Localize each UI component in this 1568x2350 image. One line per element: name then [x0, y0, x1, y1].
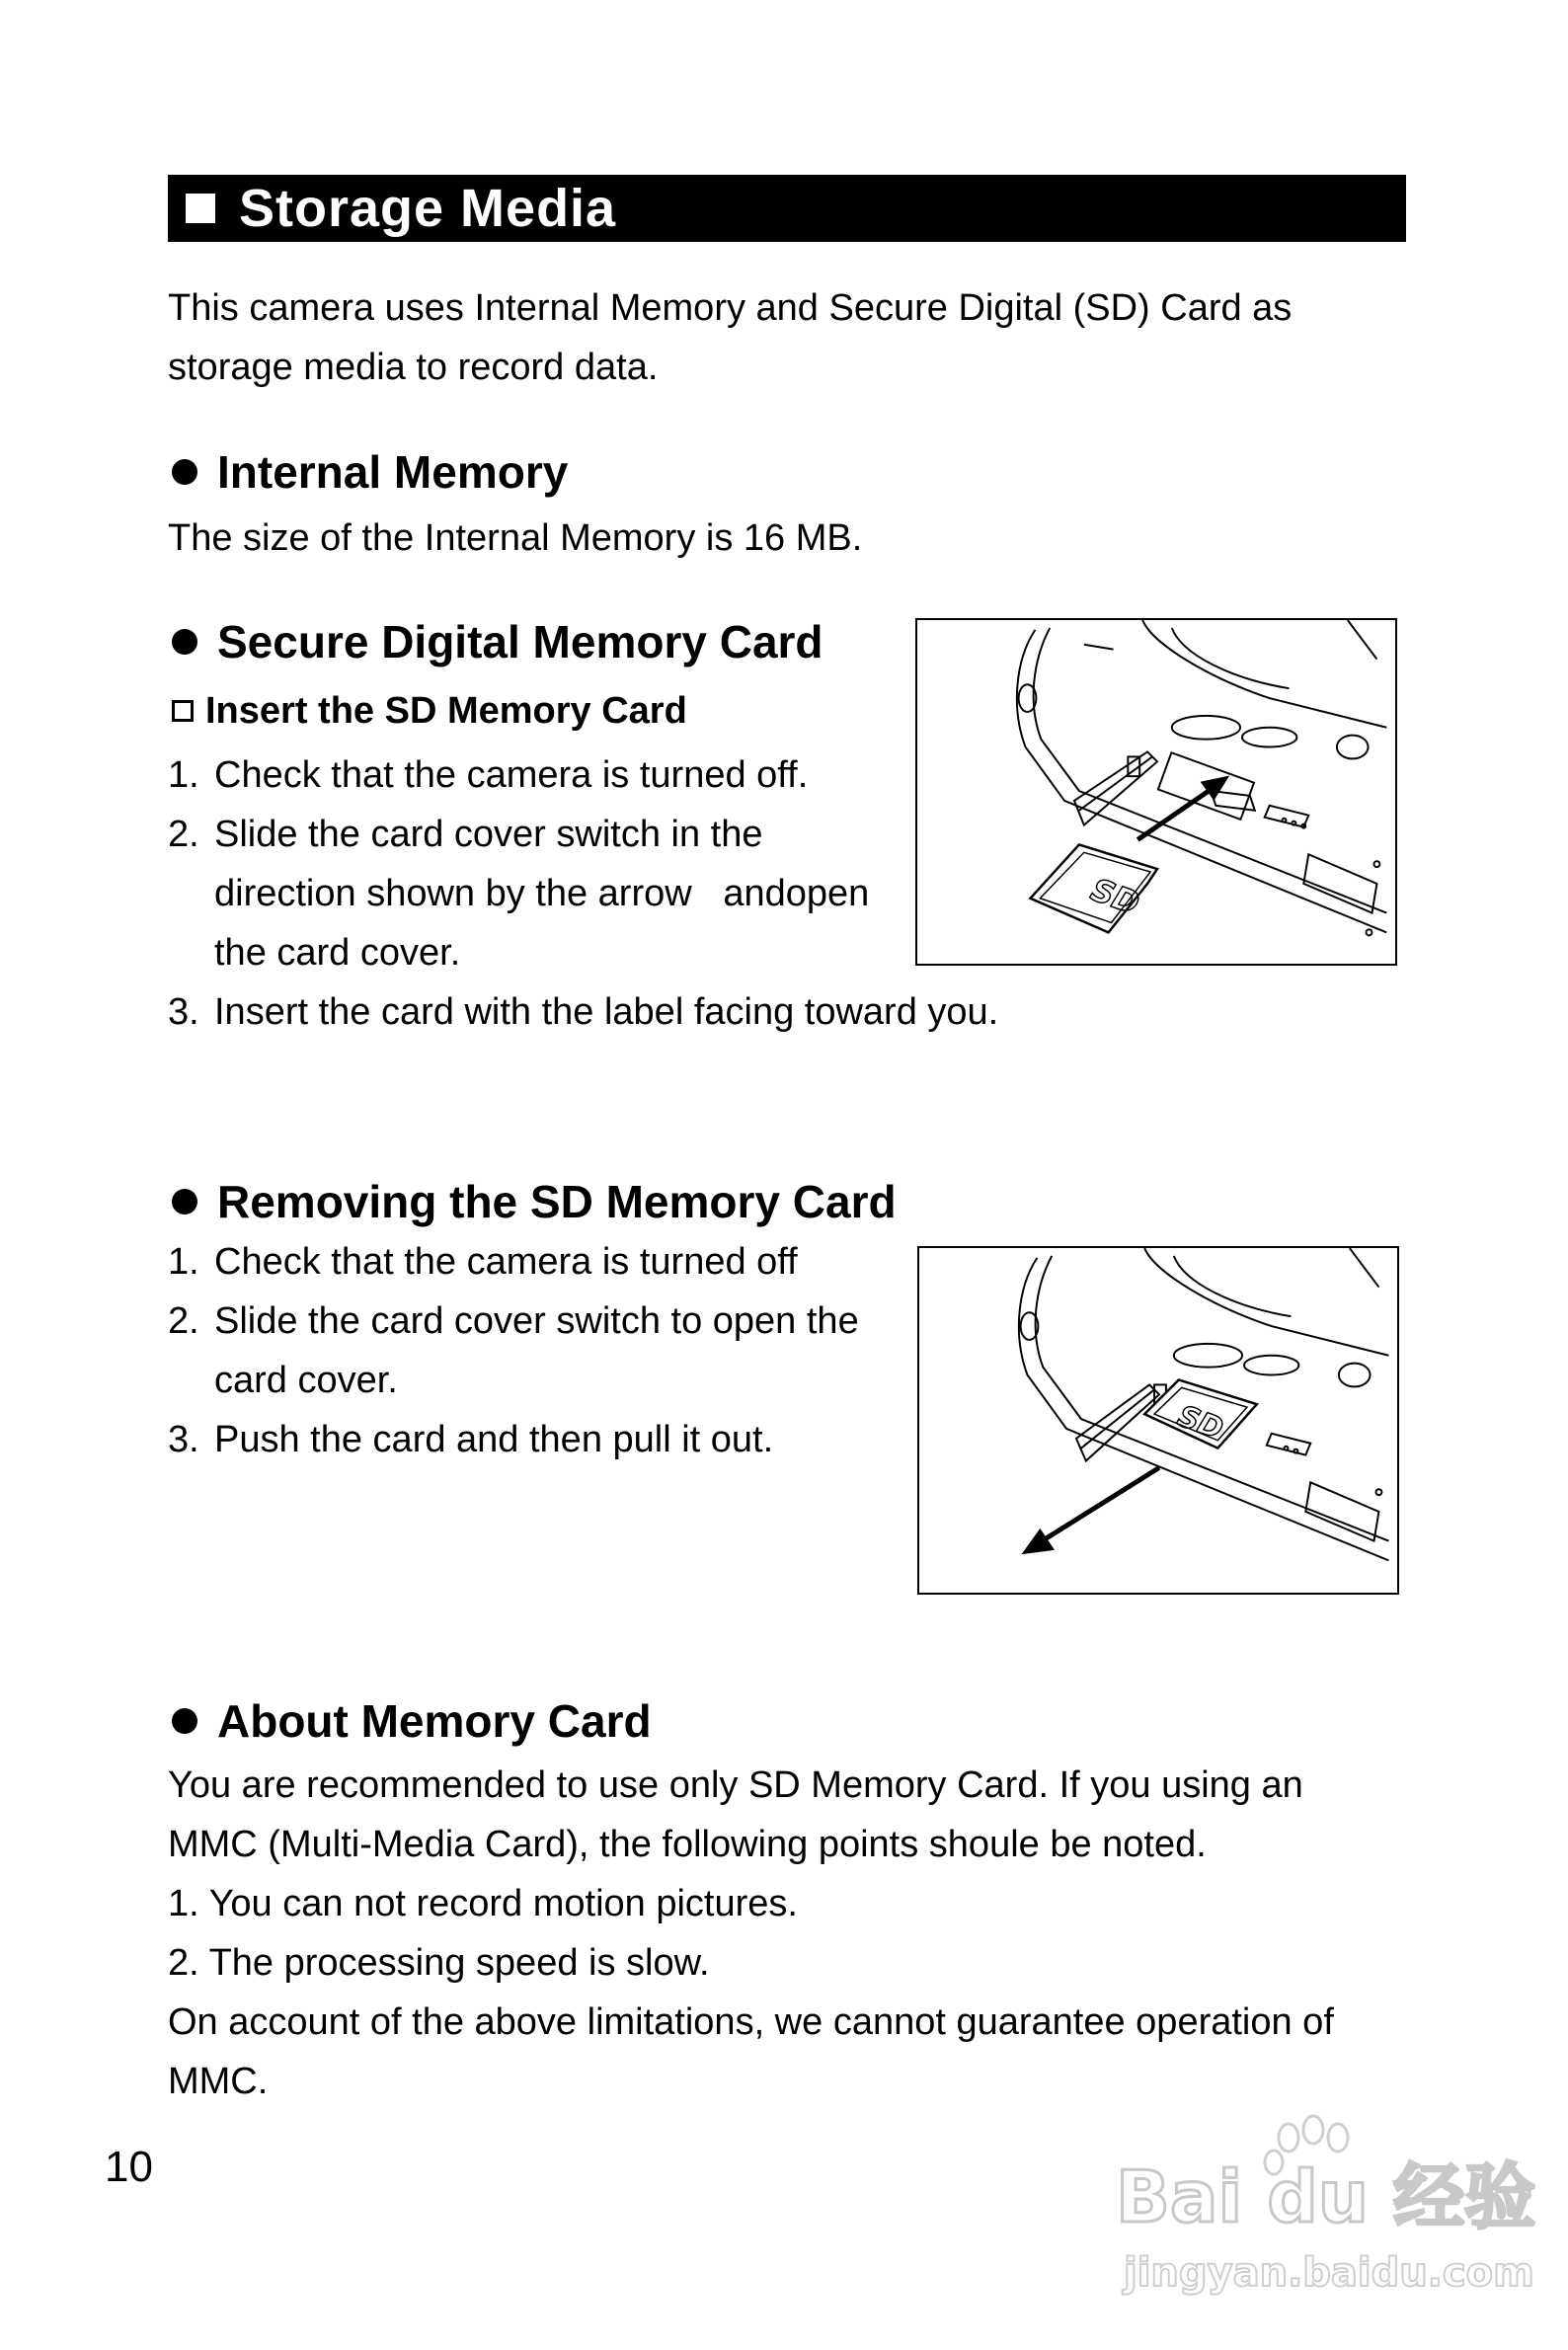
insert-step-3: [168, 982, 998, 1042]
step-text: Push the card and then pull it out.: [214, 1419, 774, 1460]
insert-step-2-line-2: direction shown by the arrow andopen: [214, 873, 870, 914]
remove-step-3: [168, 1410, 773, 1469]
step-text: Slide the card cover switch to open the: [214, 1300, 859, 1342]
baidu-paw-logo-icon: [1116, 2108, 1536, 2306]
step-number: 3.: [168, 991, 199, 1033]
about-line-3: 1. You can not record motion pictures.: [168, 1883, 798, 1924]
step-number: 3.: [168, 1419, 199, 1460]
remove-step-1: [168, 1232, 798, 1292]
about-line-4: 2. The processing speed is slow.: [168, 1942, 710, 1984]
step-text: Insert the card with the label facing toward you.: [214, 991, 999, 1033]
sd-card-label: SD: [1173, 1397, 1228, 1447]
bullet-icon: [172, 1708, 197, 1734]
heading-sd-card-text: Secure Digital Memory Card: [217, 616, 823, 667]
step-number: 1.: [168, 754, 199, 796]
remove-step-2-line-2: card cover.: [214, 1360, 398, 1401]
bullet-icon: [172, 1189, 197, 1214]
step-text: Slide the card cover switch in the: [214, 814, 763, 855]
heading-about-memory-card-text: About Memory Card: [217, 1695, 652, 1747]
camera-remove-illustration: [919, 1248, 1397, 1593]
step-number: 1.: [168, 1241, 199, 1283]
figure-remove-sd-card: [917, 1246, 1399, 1595]
subheading-insert-sd-text: Insert the SD Memory Card: [205, 690, 687, 732]
watermark-url: jingyan.baidu.com: [1124, 2250, 1534, 2296]
step-number: 2.: [168, 814, 199, 855]
about-line-1: You are recommended to use only SD Memory Card. If you using an: [168, 1764, 1303, 1806]
intro-line-1: This camera uses Internal Memory and Secure Digital (SD) Card as: [168, 287, 1293, 329]
watermark-brand: Bai du 经验: [1116, 2155, 1536, 2238]
insert-step-1: [168, 745, 808, 805]
square-bullet-icon: [186, 194, 215, 223]
internal-memory-text: The size of the Internal Memory is 16 MB.: [168, 517, 863, 559]
bullet-icon: [172, 629, 197, 655]
step-text: Check that the camera is turned off.: [214, 754, 809, 796]
heading-removing-sd-text: Removing the SD Memory Card: [217, 1176, 897, 1227]
heading-about-memory-card: [168, 1691, 652, 1751]
heading-sd-card: [168, 612, 823, 671]
checkbox-square-icon: [172, 700, 194, 722]
remove-step-2: [168, 1292, 859, 1351]
section-title: Storage Media: [239, 179, 617, 238]
insert-step-2: [168, 805, 763, 864]
heading-internal-memory: [168, 442, 568, 502]
baidu-watermark: [1116, 2108, 1536, 2306]
bullet-icon: [172, 459, 197, 485]
about-line-2: MMC (Multi-Media Card), the following points shoule be noted.: [168, 1824, 1207, 1865]
page-number: 10: [105, 2143, 153, 2191]
intro-line-2: storage media to record data.: [168, 347, 659, 388]
figure-insert-sd-card: [915, 618, 1397, 966]
step-number: 2.: [168, 1300, 199, 1342]
heading-internal-memory-text: Internal Memory: [217, 446, 569, 498]
section-title-bar: [168, 175, 1406, 242]
sd-card-label: SD: [1086, 872, 1144, 923]
camera-insert-illustration: [917, 620, 1395, 964]
subheading-insert-sd: [168, 681, 687, 741]
step-text: Check that the camera is turned off: [214, 1241, 798, 1283]
heading-removing-sd: [168, 1172, 897, 1231]
insert-step-2-line-3: the card cover.: [214, 932, 461, 974]
about-line-5: On account of the above limitations, we cannot guarantee operation of: [168, 2001, 1334, 2043]
about-line-6: MMC.: [168, 2061, 269, 2102]
